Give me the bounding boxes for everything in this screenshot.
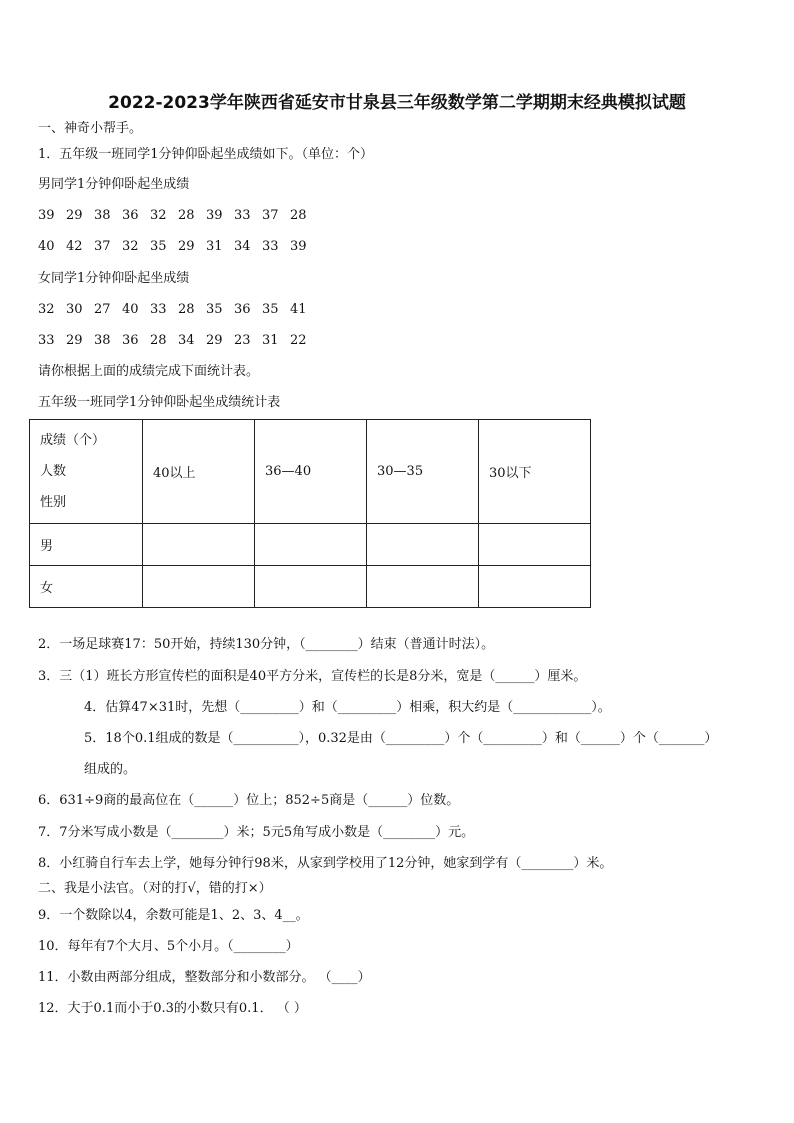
question-1-stem: 1．五年级一班同学1分钟仰卧起坐成绩如下。（单位：个）: [38, 147, 374, 162]
row-label-girls: 女: [30, 566, 143, 608]
score-cell: 39: [206, 208, 223, 223]
score-cell: 29: [206, 333, 223, 348]
table-row-girls: [30, 566, 591, 608]
table-row-boys: [30, 524, 591, 566]
score-cell: 42: [66, 239, 83, 254]
score-cell: 32: [122, 239, 139, 254]
score-cell: 36: [122, 333, 139, 348]
answer-cell[interactable]: [143, 524, 255, 566]
score-cell: 28: [150, 333, 167, 348]
score-cell: 29: [66, 208, 83, 223]
score-cell: 23: [234, 333, 251, 348]
question-8: 8．小红骑自行车去上学，她每分钟行98米，从家到学校用了12分钟，她家到学有（________）米。: [38, 856, 613, 871]
score-cell: 27: [94, 302, 111, 317]
answer-cell[interactable]: [143, 566, 255, 608]
score-cell: 29: [66, 333, 83, 348]
table-caption: 五年级一班同学1分钟仰卧起坐成绩统计表: [38, 395, 281, 410]
header-line-count: 人数: [40, 464, 67, 479]
score-cell: 28: [178, 208, 195, 223]
score-cell: 28: [178, 302, 195, 317]
column-header-below-30: 30以下: [479, 420, 591, 524]
table-header-row: [30, 420, 591, 524]
score-cell: 32: [150, 208, 167, 223]
table-instruction: 请你根据上面的成绩完成下面统计表。: [38, 364, 260, 379]
header-line-score: 成绩（个）: [40, 433, 106, 448]
header-corner-cell: [30, 420, 143, 524]
question-6: 6．631÷9商的最高位在（______）位上；852÷5商是（______）位数。: [38, 793, 460, 808]
answer-cell[interactable]: [255, 524, 367, 566]
score-cell: 33: [38, 333, 55, 348]
score-cell: 38: [94, 208, 111, 223]
column-header-40-plus: 40以上: [143, 420, 255, 524]
row-label-boys: 男: [30, 524, 143, 566]
boys-label: 男同学1分钟仰卧起坐成绩: [38, 177, 190, 192]
score-cell: 35: [150, 239, 167, 254]
score-cell: 37: [94, 239, 111, 254]
score-cell: 38: [94, 333, 111, 348]
question-12: 12．大于0.1而小于0.3的小数只有0.1． （ ）: [38, 1001, 307, 1016]
score-cell: 34: [178, 333, 195, 348]
score-cell: 35: [206, 302, 223, 317]
boys-scores-row-2: [38, 239, 318, 254]
question-2: 2．一场足球赛17：50开始，持续130分钟，（________）结束（普通计时法）。: [38, 637, 495, 652]
answer-cell[interactable]: [479, 524, 591, 566]
boys-scores-row-1: [38, 208, 318, 223]
score-cell: 36: [122, 208, 139, 223]
section-2-heading: 二、我是小法官。（对的打√，错的打×）: [38, 881, 272, 896]
answer-cell[interactable]: [479, 566, 591, 608]
question-5: 5．18个0.1组成的数是（__________），0.32是由（_________）个（_________）和（______）个（_______）: [84, 731, 718, 746]
score-cell: 37: [262, 208, 279, 223]
question-11: 11．小数由两部分组成，整数部分和小数部分。 （____）: [38, 970, 371, 985]
page-title: 2022-2023学年陕西省延安市甘泉县三年级数学第二学期期末经典模拟试题: [108, 93, 686, 113]
answer-cell[interactable]: [367, 524, 479, 566]
score-cell: 36: [234, 302, 251, 317]
column-header-30-35: 30—35: [367, 420, 479, 524]
girls-scores-row-1: [38, 302, 318, 317]
score-cell: 40: [38, 239, 55, 254]
question-4: 4．估算47×31时，先想（_________）和（_________）相乘，积大约是（____________）。: [84, 700, 611, 715]
score-cell: 33: [234, 208, 251, 223]
girls-label: 女同学1分钟仰卧起坐成绩: [38, 271, 190, 286]
answer-cell[interactable]: [367, 566, 479, 608]
score-cell: 31: [262, 333, 279, 348]
column-header-36-40: 36—40: [255, 420, 367, 524]
score-cell: 31: [206, 239, 223, 254]
score-cell: 30: [66, 302, 83, 317]
score-cell: 33: [262, 239, 279, 254]
header-line-gender: 性别: [40, 495, 67, 510]
score-cell: 32: [38, 302, 55, 317]
stats-table: [29, 419, 591, 608]
score-cell: 34: [234, 239, 251, 254]
question-7: 7．7分米写成小数是（________）米；5元5角写成小数是（________）元。: [38, 825, 475, 840]
score-cell: 39: [38, 208, 55, 223]
score-cell: 40: [122, 302, 139, 317]
score-cell: 35: [262, 302, 279, 317]
girls-scores-row-2: [38, 333, 318, 348]
section-1-heading: 一、神奇小帮手。: [38, 121, 143, 136]
score-cell: 22: [290, 333, 307, 348]
question-10: 10．每年有7个大月、5个小月。（________）: [38, 939, 299, 954]
score-cell: 41: [290, 302, 307, 317]
question-5-continued: 组成的。: [84, 762, 137, 777]
question-3: 3．三（1）班长方形宣传栏的面积是40平方分米，宣传栏的长是8分米，宽是（______）厘米。: [38, 669, 587, 684]
score-cell: 29: [178, 239, 195, 254]
question-9: 9．一个数除以4，余数可能是1、2、3、4__。: [38, 908, 309, 923]
score-cell: 39: [290, 239, 307, 254]
score-cell: 33: [150, 302, 167, 317]
score-cell: 28: [290, 208, 307, 223]
answer-cell[interactable]: [255, 566, 367, 608]
